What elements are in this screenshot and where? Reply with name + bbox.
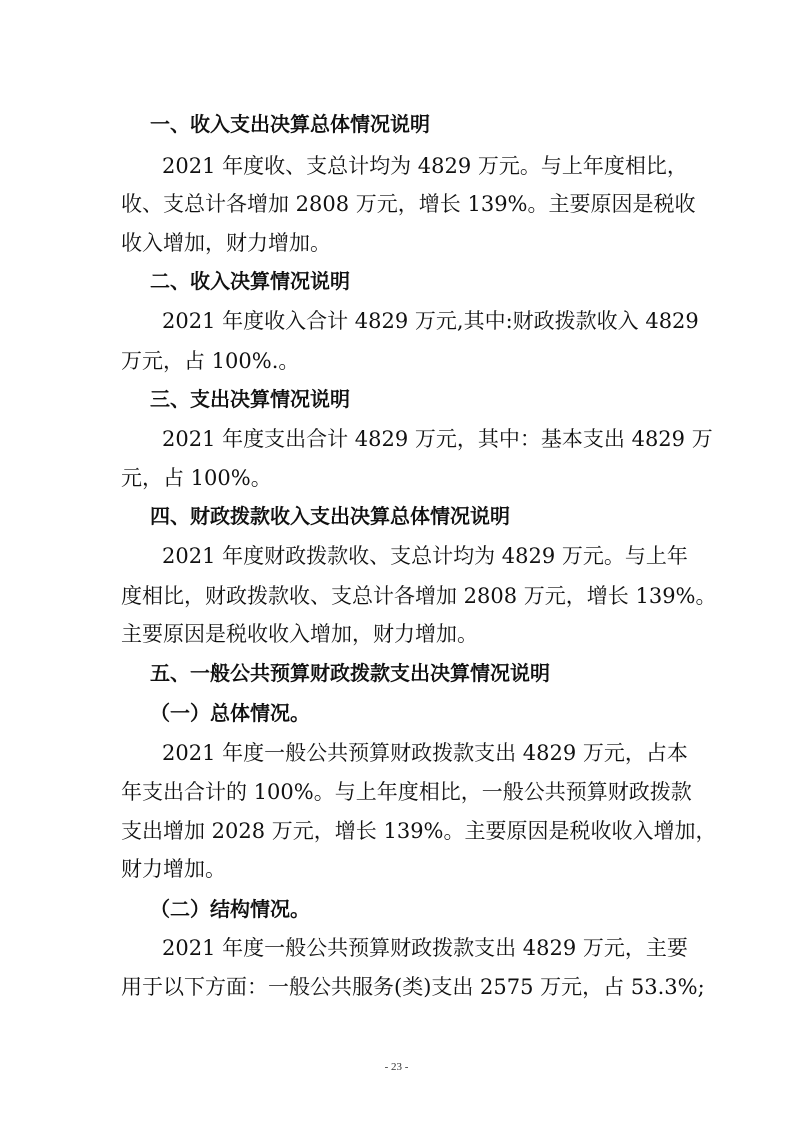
- paragraph-line: 2021 年度一般公共预算财政拨款支出 4829 万元，主要: [162, 936, 688, 960]
- section-heading-4: 四、财政拨款收入支出决算总体情况说明: [150, 504, 510, 528]
- page-number: - 23 -: [384, 1061, 409, 1073]
- paragraph-line: 2021 年度支出合计 4829 万元，其中：基本支出 4829 万: [162, 427, 713, 451]
- subsection-heading-overall: （一）总体情况。: [150, 701, 310, 725]
- subsection-heading-structure: （二）结构情况。: [150, 897, 310, 921]
- paragraph-line: 2021 年度一般公共预算财政拨款支出 4829 万元，占本: [162, 741, 688, 765]
- paragraph-line: 财力增加。: [121, 857, 226, 881]
- paragraph-line: 元，占 100%。: [121, 466, 272, 490]
- paragraph-line: 度相比，财政拨款收、支总计各增加 2808 万元，增长 139%。: [121, 584, 717, 608]
- paragraph-line: 年支出合计的 100%。与上年度相比，一般公共预算财政拨款: [121, 780, 692, 804]
- paragraph-line: 2021 年度财政拨款收、支总计均为 4829 万元。与上年: [162, 544, 688, 568]
- paragraph-line: 2021 年度收入合计 4829 万元,其中:财政拨款收入 4829: [162, 309, 699, 333]
- paragraph-line: 用于以下方面：一般公共服务(类)支出 2575 万元，占 53.3%;: [121, 975, 705, 999]
- paragraph-line: 收、支总计各增加 2808 万元，增长 139%。主要原因是税收: [121, 192, 696, 216]
- paragraph-line: 万元，占 100%.。: [121, 349, 300, 373]
- section-heading-3: 三、支出决算情况说明: [150, 387, 350, 411]
- paragraph-line: 支出增加 2028 万元，增长 139%。主要原因是税收收入增加，: [121, 819, 717, 843]
- section-heading-5: 五、一般公共预算财政拨款支出决算情况说明: [150, 661, 550, 685]
- paragraph-line: 收入增加，财力增加。: [121, 231, 331, 255]
- section-heading-2: 二、收入决算情况说明: [150, 269, 350, 293]
- paragraph-line: 主要原因是税收收入增加，财力增加。: [121, 622, 478, 646]
- section-heading-1: 一、收入支出决算总体情况说明: [150, 112, 430, 136]
- paragraph-line: 2021 年度收、支总计均为 4829 万元。与上年度相比，: [162, 154, 688, 178]
